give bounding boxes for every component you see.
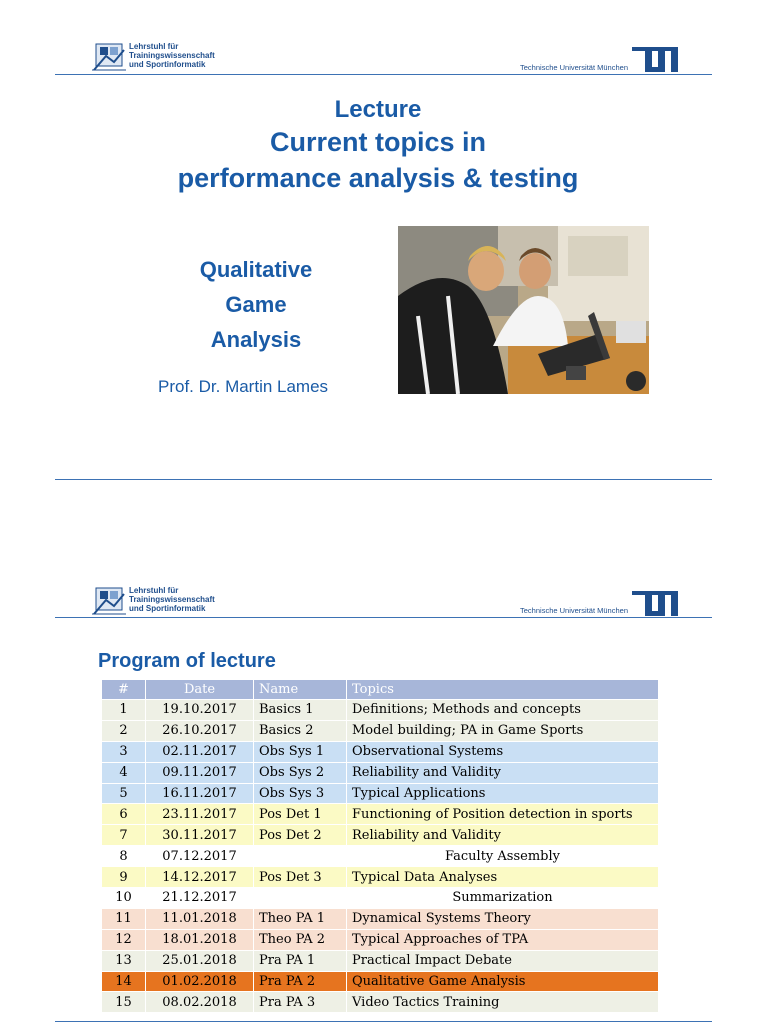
row-topic: Reliability and Validity: [347, 762, 659, 783]
table-row: [102, 783, 659, 804]
row-date: 26.10.2017: [146, 720, 254, 741]
row-topic: Typical Applications: [347, 783, 659, 804]
chair-logo-line: Trainingswissenschaft: [129, 595, 215, 604]
tum-name: Technische Universität München: [520, 63, 628, 72]
row-number: 6: [102, 804, 146, 825]
row-topic: Model building; PA in Game Sports: [347, 720, 659, 741]
column-header: Date: [146, 680, 254, 700]
row-topic: Observational Systems: [347, 741, 659, 762]
table-row: [102, 846, 659, 867]
row-number: 5: [102, 783, 146, 804]
row-number: 8: [102, 846, 146, 867]
row-date: 21.12.2017: [146, 888, 254, 909]
row-date: 02.11.2017: [146, 741, 254, 762]
photo-two-men-laptop: [398, 226, 649, 394]
tum-logo: [632, 591, 678, 616]
row-topic: Video Tactics Training: [347, 992, 659, 1013]
table-row: [102, 929, 659, 950]
lecture-label: Lecture: [334, 96, 422, 123]
row-number: 1: [102, 700, 146, 721]
slide-bottom-divider: [55, 479, 712, 480]
row-topic: Reliability and Validity: [347, 825, 659, 846]
chair-logo: [92, 586, 222, 620]
slide-1: [0, 0, 768, 480]
row-number: 10: [102, 888, 146, 909]
row-number: 4: [102, 762, 146, 783]
row-name: Obs Sys 3: [254, 783, 347, 804]
row-topic: Functioning of Position detection in sports: [347, 804, 659, 825]
row-name: Basics 2: [254, 720, 347, 741]
row-name: Pos Det 2: [254, 825, 347, 846]
lecture-topic: [126, 252, 386, 357]
row-date: 16.11.2017: [146, 783, 254, 804]
row-name: Pra PA 2: [254, 971, 347, 992]
row-name: Pra PA 1: [254, 950, 347, 971]
row-name: [254, 846, 347, 867]
row-number: 12: [102, 929, 146, 950]
table-row: [102, 888, 659, 909]
author: Prof. Dr. Martin Lames: [158, 377, 329, 396]
chair-logo: [92, 42, 222, 76]
tum-name: Technische Universität München: [520, 606, 628, 615]
table-row: [102, 700, 659, 721]
table-row: [102, 908, 659, 929]
row-topic: Definitions; Methods and concepts: [347, 700, 659, 721]
row-number: 13: [102, 950, 146, 971]
row-date: 14.12.2017: [146, 867, 254, 888]
table-row: [102, 992, 659, 1013]
row-date: 07.12.2017: [146, 846, 254, 867]
row-name: Pos Det 1: [254, 804, 347, 825]
program-table: [101, 679, 659, 1013]
table-row: [102, 804, 659, 825]
row-number: 14: [102, 971, 146, 992]
table-row: [102, 971, 659, 992]
course-title-line: Current topics in: [269, 127, 486, 157]
row-date: 30.11.2017: [146, 825, 254, 846]
row-date: 19.10.2017: [146, 700, 254, 721]
table-row: [102, 741, 659, 762]
row-date: 25.01.2018: [146, 950, 254, 971]
lecture-topic-line: Analysis: [210, 327, 302, 352]
chair-logo-icon: [92, 586, 126, 616]
tum-logo: [632, 47, 678, 72]
row-topic: Qualitative Game Analysis: [347, 971, 659, 992]
row-topic: Dynamical Systems Theory: [347, 908, 659, 929]
row-name: Pos Det 3: [254, 867, 347, 888]
chair-logo-line: und Sportinformatik: [129, 60, 206, 69]
course-title-line: performance analysis & testing: [177, 163, 579, 193]
row-date: 08.02.2018: [146, 992, 254, 1013]
row-date: 23.11.2017: [146, 804, 254, 825]
table-header-row: [102, 680, 659, 700]
row-topic: Typical Data Analyses: [347, 867, 659, 888]
row-name: Theo PA 2: [254, 929, 347, 950]
column-header: Topics: [347, 680, 659, 700]
row-topic: Typical Approaches of TPA: [347, 929, 659, 950]
row-number: 7: [102, 825, 146, 846]
chair-logo-line: und Sportinformatik: [129, 604, 206, 613]
row-name: Basics 1: [254, 700, 347, 721]
row-name: Theo PA 1: [254, 908, 347, 929]
row-name: Pra PA 3: [254, 992, 347, 1013]
row-number: 9: [102, 867, 146, 888]
row-name: [254, 888, 347, 909]
row-name: Obs Sys 2: [254, 762, 347, 783]
row-date: 11.01.2018: [146, 908, 254, 929]
table-body: [102, 700, 659, 1013]
table-row: [102, 720, 659, 741]
header-divider: [55, 617, 712, 618]
column-header: Name: [254, 680, 347, 700]
table-row: [102, 825, 659, 846]
row-topic: Practical Impact Debate: [347, 950, 659, 971]
row-number: 11: [102, 908, 146, 929]
table-row: [102, 762, 659, 783]
row-date: 18.01.2018: [146, 929, 254, 950]
row-number: 2: [102, 720, 146, 741]
row-topic: Faculty Assembly: [347, 846, 659, 867]
row-date: 09.11.2017: [146, 762, 254, 783]
header-divider: [55, 74, 712, 75]
lecture-topic-line: Qualitative: [199, 257, 313, 282]
table-row: [102, 867, 659, 888]
slide-bottom-divider: [55, 1021, 712, 1022]
chair-logo-icon: [92, 42, 126, 72]
table-row: [102, 950, 659, 971]
row-name: Obs Sys 1: [254, 741, 347, 762]
row-number: 3: [102, 741, 146, 762]
program-title: Program of lecture: [98, 650, 276, 672]
row-number: 15: [102, 992, 146, 1013]
lecture-topic-line: Game: [225, 292, 287, 317]
row-date: 01.02.2018: [146, 971, 254, 992]
chair-logo-line: Lehrstuhl für: [129, 42, 179, 51]
chair-logo-text: [129, 586, 215, 613]
row-topic: Summarization: [347, 888, 659, 909]
column-header: #: [102, 680, 146, 700]
chair-logo-text: [129, 42, 215, 69]
chair-logo-line: Trainingswissenschaft: [129, 51, 215, 60]
chair-logo-line: Lehrstuhl für: [129, 586, 179, 595]
